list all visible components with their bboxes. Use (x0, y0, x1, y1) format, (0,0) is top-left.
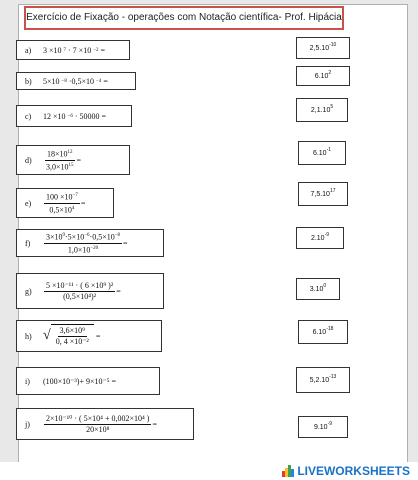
fraction: $\frac{\text{5 ×10⁻¹¹ · ( 6 ×10⁹ )²}}{\text{(0,5×10⁴)²}}$ (46, 280, 114, 301)
answer-box-i[interactable]: 5,2.10 $^{-13}$ (296, 367, 350, 393)
question-f: f) $\frac{3\times 10^9\cdot 5\times 10^{-6}\cdot 0,5\times 10^{-8}}{1,0\times 10^{-20}}$ = (16, 229, 164, 257)
fraction: $\frac{\text{2×10⁻¹⁰ · ( 5×10⁴ + 0,002×10⁴ )}}{\text{20×10⁸}}$ (46, 413, 150, 434)
answer-box-j[interactable]: 9.10 $^{-9}$ (298, 416, 348, 438)
expression: 5×10 −8 ·0,5×10 −4 = (43, 76, 108, 86)
question-j: j) $\frac{\text{2×10⁻¹⁰ · ( 5×10⁴ + 0,002×10⁴ )}}{\text{20×10⁸}}$ = (16, 408, 194, 440)
answer-box-b[interactable]: 6.10 $^2$ (296, 66, 350, 86)
question-b: b) 5×10 −8 ·0,5×10 −4 = (16, 72, 136, 90)
answer-box-g[interactable]: 3.10 $^0$ (296, 278, 340, 300)
question-a: a) 3 ×10 7 · 7 ×10 −2 = (16, 40, 130, 60)
question-e: e) $\frac{100 \times 10^{-7}}{0,5\times 10^4}$ = (16, 188, 114, 218)
question-h: h) √ $\frac{\text{3,6×10⁹}}{\text{0, 4 ×10⁻²}}$ = (16, 320, 162, 352)
question-d: d) $\frac{18\times 10^{12}}{3,0\times 10^{15}}$ = (16, 145, 130, 175)
fraction: $\frac{\text{3,6×10⁹}}{\text{0, 4 ×10⁻²}}$ (55, 326, 89, 346)
worksheet-title: Exercício de Fixação - operações com Notação científica- Prof. Hipácia (24, 6, 344, 30)
answer-box-a[interactable]: 2,5.10 $^{-10}$ (296, 37, 350, 59)
question-i: i) (100×10⁻³)+ 9×10⁻⁵ = (16, 367, 160, 395)
answer-box-f[interactable]: 2.10 $^{-9}$ (296, 227, 344, 249)
expression: 3 ×10 7 · 7 ×10 −2 = (43, 45, 106, 55)
answer-box-h[interactable]: 6.10 $^{-18}$ (298, 320, 348, 344)
question-c: c) 12 ×10 −6 · 50000 = (16, 105, 132, 127)
expression: 12 ×10 −6 · 50000 = (43, 111, 107, 121)
fraction: $\frac{18\times 10^{12}}{3,0\times 10^{15}}$ (46, 149, 74, 172)
fraction: $\frac{100 \times 10^{-7}}{0,5\times 10^4}$ (46, 192, 78, 215)
question-g: g) $\frac{\text{5 ×10⁻¹¹ · ( 6 ×10⁹ )²}}{\text{(0,5×10⁴)²}}$ = (16, 273, 164, 309)
answer-box-c[interactable]: 2,1.10 $^5$ (296, 98, 348, 122)
answer-box-d[interactable]: 6.10 $^{-1}$ (298, 141, 346, 165)
liveworksheets-logo[interactable]: LIVEWORKSHEETS (282, 462, 410, 480)
answer-box-e[interactable]: 7,5.10 $^{17}$ (298, 182, 348, 206)
liveworksheets-logo-icon (282, 465, 294, 477)
fraction: $\frac{3\times 10^9\cdot 5\times 10^{-6}\cdot 0,5\times 10^{-8}}{1,0\times 10^{-20}}$ (46, 232, 121, 255)
expression: (100×10⁻³)+ 9×10⁻⁵ = (43, 376, 117, 386)
square-root: √ $\frac{\text{3,6×10⁹}}{\text{0, 4 ×10⁻²}}$ (43, 324, 94, 348)
